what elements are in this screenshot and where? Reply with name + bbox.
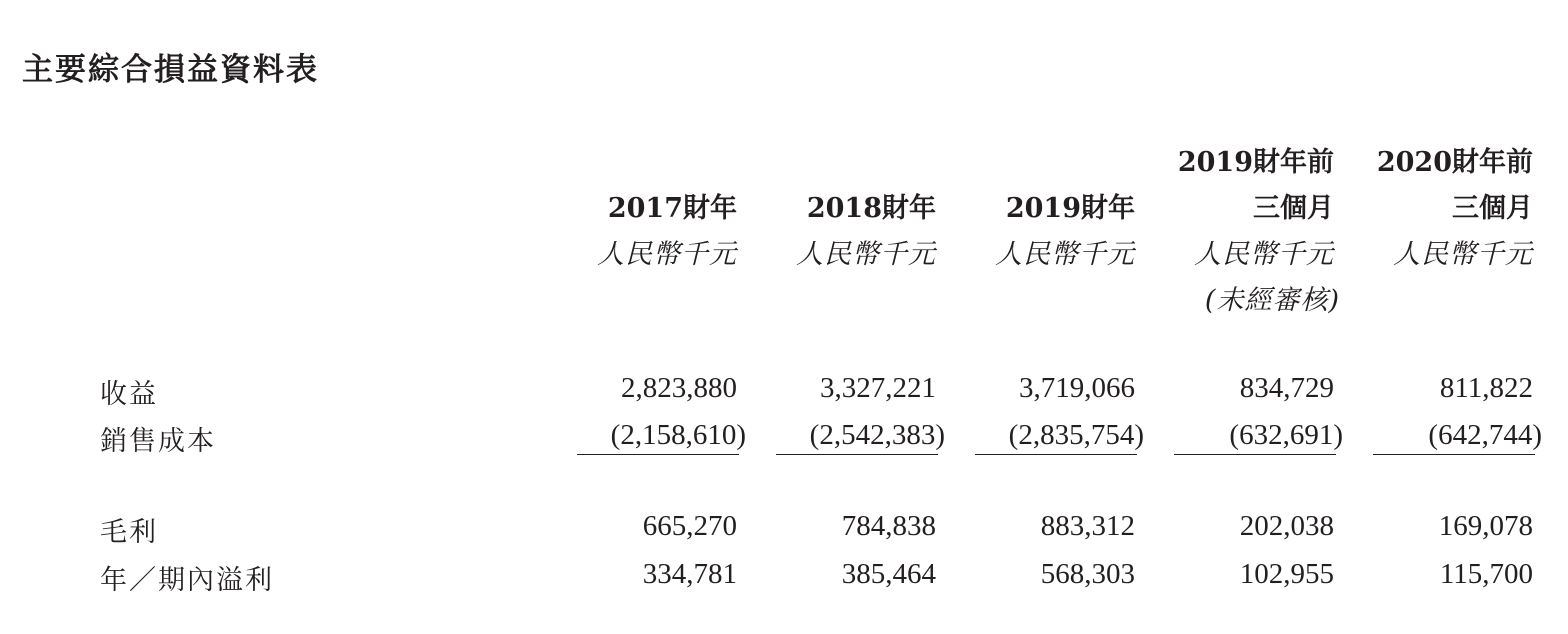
column-header-unit: 人民幣千元	[796, 239, 936, 270]
table-cell: 115,700	[1439, 558, 1533, 590]
column-header-unit: 人民幣千元	[1393, 239, 1533, 270]
page-title: 主要綜合損益資料表	[22, 52, 319, 88]
table-cell: (2,158,610)	[610, 419, 746, 451]
table-cell: 3,719,066	[1019, 372, 1135, 404]
column-header-line2: 三個月	[1452, 193, 1533, 224]
table-cell: 883,312	[1040, 510, 1135, 542]
table-cell: 169,078	[1438, 510, 1533, 542]
row-label-cost-of-sales: 銷售成本	[100, 426, 216, 457]
column-header-unit: 人民幣千元	[1194, 239, 1334, 270]
table-cell: (2,542,383)	[809, 419, 945, 451]
column-header-line2: 2019財年	[1005, 193, 1135, 224]
column-header-line2: 2017財年	[607, 193, 737, 224]
table-cell: 834,729	[1239, 372, 1334, 404]
table-cell: 385,464	[841, 558, 936, 590]
subtotal-rule	[1373, 454, 1535, 455]
table-cell: 665,270	[642, 510, 737, 542]
column-header-unit: 人民幣千元	[995, 239, 1135, 270]
table-cell: 784,838	[841, 510, 936, 542]
subtotal-rule	[975, 454, 1137, 455]
table-cell: 202,038	[1239, 510, 1334, 542]
table-cell: (632,691)	[1229, 419, 1343, 451]
column-header-line1: 2020財年前	[1376, 147, 1533, 178]
subtotal-rule	[577, 454, 739, 455]
column-header-note: (未經審核)	[1204, 285, 1340, 316]
column-header-unit: 人民幣千元	[597, 239, 737, 270]
column-header-line1: 2019財年前	[1177, 147, 1334, 178]
column-header-line2: 三個月	[1253, 193, 1334, 224]
table-cell: 568,303	[1040, 558, 1135, 590]
table-cell: (642,744)	[1428, 419, 1542, 451]
table-cell: (2,835,754)	[1008, 419, 1144, 451]
row-label-gross-profit: 毛利	[100, 517, 158, 548]
table-cell: 3,327,221	[820, 372, 936, 404]
table-cell: 334,781	[642, 558, 737, 590]
column-header-line2: 2018財年	[806, 193, 936, 224]
row-label-profit-for-period: 年／期內溢利	[100, 565, 274, 596]
table-cell: 811,822	[1439, 372, 1533, 404]
row-label-revenue: 收益	[100, 379, 158, 410]
table-cell: 2,823,880	[621, 372, 737, 404]
table-cell: 102,955	[1239, 558, 1334, 590]
subtotal-rule	[776, 454, 938, 455]
subtotal-rule	[1174, 454, 1336, 455]
